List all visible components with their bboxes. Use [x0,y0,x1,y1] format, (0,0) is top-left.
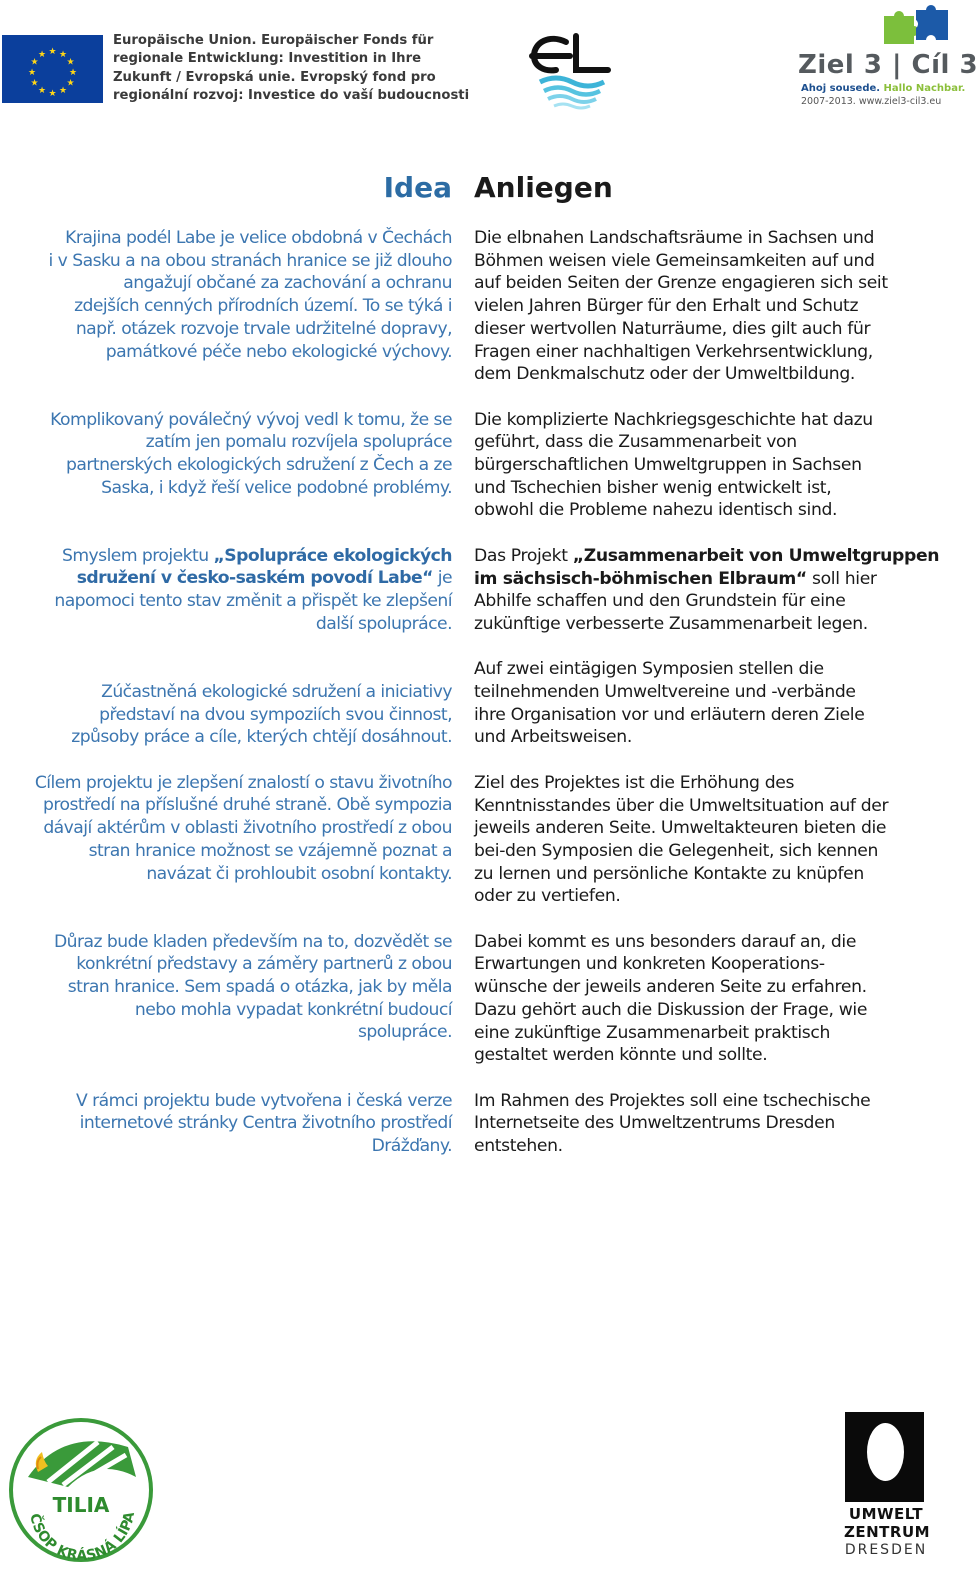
cz-paragraph-1 [2,227,452,363]
text-line: představí na dvou sympoziích svou činnost, [99,704,452,725]
de-paragraph-5 [474,772,958,908]
text-line: teilnehmenden Umweltvereine und -verbände [474,682,856,703]
text-line: gestaltet werden könnte und sollte. [474,1045,768,1066]
cz-paragraph-2 [2,409,452,500]
text-line: způsoby práce a cíle, kterých chtějí dosáhnout. [71,727,452,748]
de-paragraph-2 [474,409,958,523]
de-paragraph-6 [474,931,958,1067]
text-line: spolupráce. [358,1022,452,1043]
text-line: im sächsisch-böhmischen Elbraum“ soll hier [474,568,877,589]
eu-text-line: Europäische Union. Europäischer Fonds für [113,33,434,48]
text-line: prostředí na příslušné druhé straně. Obě sympozia [42,795,452,816]
text-line: další spolupráce. [315,613,452,634]
text-line: Kenntnisstandes über die Umweltsituation auf der [474,795,889,816]
text-line: zu lernen und persönliche Kontakte zu knüpfen [474,863,864,884]
text-line: Fragen einer nachhaltigen Verkehrsentwicklung, [474,341,873,362]
de-paragraph-1 [474,227,958,386]
text-line: stran hranice. Sem spadá o otázka, jak by měla [67,977,452,998]
tilia-org: ČSOP KRÁSNÁ LÍPA [26,1510,139,1563]
text-line: Die elbnahen Landschaftsräume in Sachsen und [474,228,875,248]
text-line: dieser wertvollen Naturräume, dies gilt auch für [474,318,871,339]
text-line: památkové péče nebo ekologické výchovy. [105,341,452,362]
text-line: Zúčastněná ekologické sdružení a iniciativy [101,681,452,702]
text-line: Komplikovaný poválečný vývoj vedl k tomu, že se [50,409,452,430]
text-line: Smyslem projektu „Spolupráce ekologických [62,545,452,566]
text-line: vielen Jahren Bürger für den Erhalt und Schutz [474,296,859,317]
ziel3-slogan [801,83,965,94]
text-line: Saska, i když řeší velice podobné problémy. [101,477,452,498]
svg-text:★: ★ [37,86,47,96]
text-line: Dazu gehört auch die Diskussion der Frage, wie [474,999,868,1020]
tilia-name: TILIA [52,1493,110,1517]
svg-text:★: ★ [66,78,75,89]
cz-paragraph-7 [2,1090,452,1158]
text-line: ihre Organisation vor und erläutern deren Ziele [474,704,865,725]
svg-text:★: ★ [58,50,68,60]
text-line: Internetseite des Umweltzentrums Dresden [474,1113,835,1134]
text-line: Krajina podél Labe je velice obdobná v Čechách [65,228,452,248]
ziel3-logo [798,6,978,111]
project-title-cz: „Spolupráce ekologických [213,545,452,566]
text-line: V rámci projektu bude vytvořena i česká verze [76,1090,452,1111]
svg-text:★: ★ [37,50,47,60]
uz-line2: ZENTRUM [844,1523,931,1541]
svg-text:★: ★ [30,57,39,68]
text-line: Das Projekt „Zusammenarbeit von Umweltgruppen [474,545,940,566]
text-line: nebo mohla vypadat konkrétní budoucí [134,999,452,1020]
heading-idea: Idea [383,171,452,204]
text-line: stran hranice možnost se vzájemně poznat a [88,840,452,861]
umweltzentrum-logo [842,1410,931,1560]
text-line: Cílem projektu je zlepšení znalostí o stavu životního [34,772,452,793]
svg-text:★: ★ [27,68,37,78]
text-line: bürgerschaftlichen Umweltgruppen in Sachsen [474,455,862,476]
text-line: dávají aktérům v oblasti životního prostředí z obou [43,818,452,839]
text-line: geführt, dass die Zusammenarbeit von [474,432,797,453]
svg-text:★: ★ [68,68,78,78]
ziel3-url: 2007-2013. www.ziel3-cil3.eu [801,96,942,107]
text-line: i v Sasku a na obou stranách hranice se již dlouho [48,250,452,271]
text-line: Ziel des Projektes ist die Erhöhung des [474,772,795,793]
svg-text:★: ★ [66,57,75,68]
text-line: internetové stránky Centra životního prostředí [79,1113,452,1134]
heading-anliegen: Anliegen [474,171,613,204]
eu-text-line: Zukunft / Evropská unie. Evropský fond pro [113,69,436,85]
text-line: napomoci tento stav změnit a přispět ke zlepšení [54,591,452,612]
german-column [474,227,958,1158]
text-line: Drážďany. [371,1135,452,1156]
text-line: Auf zwei eintägigen Symposien stellen die [474,659,824,680]
text-line: zdejších cenných přírodních území. To se týká i [74,296,452,317]
text-line: entstehen. [474,1136,563,1157]
text-line: zukünftige verbesserte Zusammenarbeit legen. [474,613,868,634]
text-line: und Arbeitsweisen. [474,727,632,748]
de-paragraph-7 [474,1090,958,1158]
eu-text-line: regionální rozvoj: Investice do vaší budoucnosti [113,87,470,103]
text-line: Abhilfe schaffen und den Grundstein für eine [474,591,846,612]
slogan-cz: Ahoj sousede. [801,83,881,94]
tilia-logo [8,1417,154,1563]
cz-paragraph-4 [2,681,452,749]
cz-paragraph-5 [2,772,452,886]
slogan-de: Hallo Nachbar. [883,83,966,94]
text-line: Důraz bude kladen především na to, dozvědět se [53,931,452,952]
cz-paragraph-6 [2,931,452,1045]
project-title-cz: sdružení v česko-saském povodí Labe“ [76,568,433,589]
ziel3-title: Ziel 3 | Cíl 3 [798,50,978,80]
text-line: navázat či prohloubit osobní kontakty. [146,863,452,884]
de-paragraph-4 [474,658,958,749]
el-logo [526,30,612,112]
uz-line1: UMWELT [848,1505,924,1523]
puzzle-icon [880,6,952,46]
text-line: Dabei kommt es uns besonders darauf an, die [474,931,857,952]
project-title-de: „Zusammenarbeit von Umweltgruppen [572,545,940,566]
text-line: obwohl die Probleme nahezu identisch sind. [474,500,838,521]
project-title-de: im sächsisch-böhmischen Elbraum“ [474,568,807,589]
text-line: bei-den Symposien die Gelegenheit, sich kennen [474,840,879,861]
text-line: např. otázek rozvoje trvale udržitelné dopravy, [75,318,452,339]
eu-funding-notice [113,32,470,105]
text-line: zatím jen pomalu rozvíjela spolupráce [145,432,452,453]
text-line: sdružení v česko-saském povodí Labe“ je [76,568,452,589]
text-line: partnerských ekologických sdružení z Čech a ze [66,455,452,475]
text-line: jeweils anderen Seite. Umweltakteuren bieten die [474,818,887,839]
text-line: eine zukünftige Zusammenarbeit praktisch [474,1022,831,1043]
cz-paragraph-3 [2,545,452,636]
text-line: auf beiden Seiten der Grenze engagieren sich seit [474,273,888,294]
de-paragraph-3 [474,545,958,636]
text-line: wünsche der jeweils anderen Seite zu erfahren. [474,977,867,998]
text-line: Böhmen weisen viele Gemeinsamkeiten auf und [474,250,875,271]
svg-text:★: ★ [30,78,39,89]
text-line: oder zu vertiefen. [474,886,621,907]
svg-text:★: ★ [58,86,68,96]
text-line: angažují občané za zachování a ochranu [123,273,452,294]
svg-text:★: ★ [48,47,57,57]
uz-line3: DRESDEN [844,1542,928,1558]
text-line: Erwartungen und konkreten Kooperations- [474,954,825,975]
text-line: konkrétní představy a záměry partnerů z obou [76,954,452,975]
eu-text-line: regionale Entwicklung: Investition in Ihre [113,51,422,67]
text-line: Im Rahmen des Projektes soll eine tschechische [474,1090,871,1111]
czech-column [2,227,452,1158]
svg-text:★: ★ [48,89,57,99]
text-line: und Tschechien bisher wenig entwickelt ist, [474,477,832,498]
text-line: dem Denkmalschutz oder der Umweltbildung. [474,364,856,385]
eu-flag-logo [2,35,103,103]
text-line: Die komplizierte Nachkriegsgeschichte hat dazu [474,409,873,430]
